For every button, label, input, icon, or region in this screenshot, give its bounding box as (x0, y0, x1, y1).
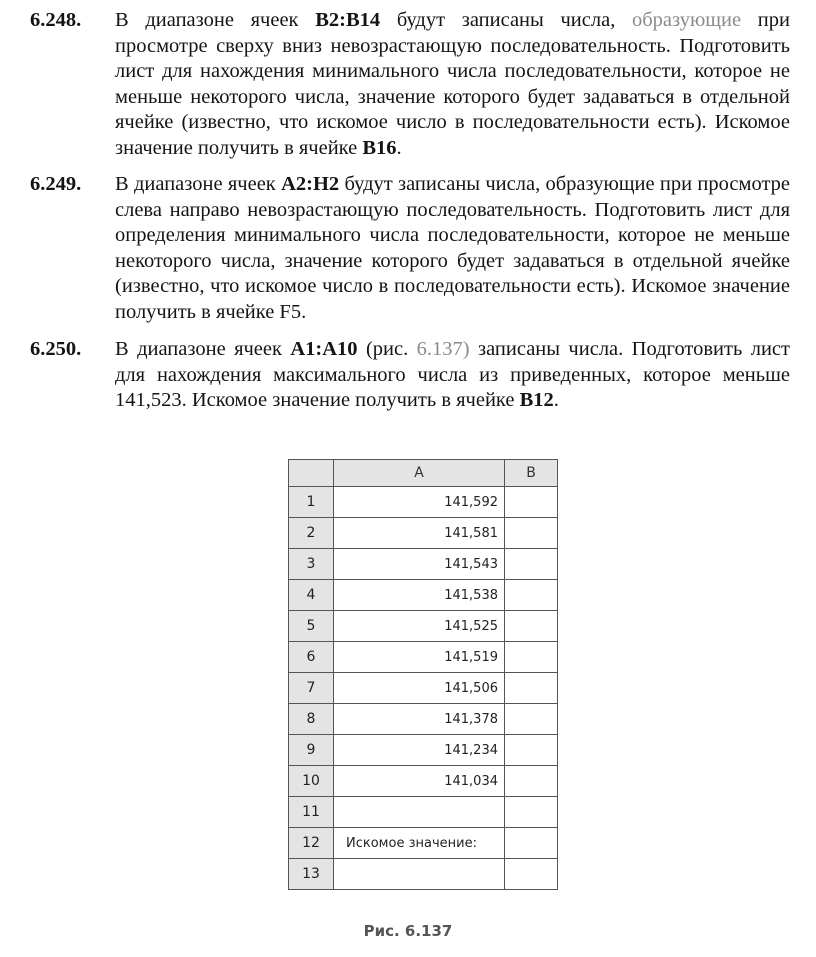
row-number: 12 (289, 828, 334, 859)
cell-range: A1:A10 (290, 338, 358, 360)
cell-b (505, 797, 558, 828)
sheet-row (289, 859, 558, 890)
cell-b (505, 518, 558, 549)
problem-6-250 (30, 337, 790, 414)
row-number: 2 (289, 518, 334, 549)
row-number: 7 (289, 673, 334, 704)
figure-reference: 6.137) (416, 338, 470, 360)
column-header-b: B (505, 460, 558, 487)
sheet-row (289, 704, 558, 735)
cell-a (334, 859, 505, 890)
spreadsheet-figure (288, 459, 558, 890)
cell-a: 141,034 (334, 766, 505, 797)
cell-a: 141,525 (334, 611, 505, 642)
sheet-row (289, 487, 558, 518)
target-cell: B16 (362, 136, 397, 159)
sheet-row (289, 828, 558, 859)
cell-a: 141,581 (334, 518, 505, 549)
column-header-a: A (334, 460, 505, 487)
problem-6-249 (30, 172, 790, 325)
cell-b (505, 673, 558, 704)
cell-a: 141,234 (334, 735, 505, 766)
row-number: 11 (289, 797, 334, 828)
cell-b (505, 611, 558, 642)
problem-number: 6.250. (30, 338, 82, 360)
corner-cell (289, 460, 334, 487)
target-cell: B12 (519, 389, 554, 411)
row-number: 13 (289, 859, 334, 890)
sheet-row (289, 766, 558, 797)
cell-b (505, 549, 558, 580)
cell-b (505, 487, 558, 518)
highlighted-word: образующие (632, 9, 742, 31)
row-number: 9 (289, 735, 334, 766)
cell-b (505, 704, 558, 735)
result-cell (505, 828, 558, 859)
sheet-row (289, 611, 558, 642)
cell-a: 141,506 (334, 673, 505, 704)
cell-a: 141,592 (334, 487, 505, 518)
problem-text: В диапазоне ячеек A2:H2 будут записаны числа, образующие при просмотре слева направо невозрастающую последовательность. Подготовить лист для определения минимального числа последовательности, которое не меньше некоторого числа, значение которого будет задаваться в отдельной ячейке (известно, что искомое число в последовательности есть). Искомое значение получить в ячейке F5. (115, 173, 790, 323)
cell-b (505, 735, 558, 766)
cell-b (505, 580, 558, 611)
cell-range: B2:B14 (315, 9, 381, 31)
result-label-cell: Искомое значение: (334, 828, 505, 859)
row-number: 10 (289, 766, 334, 797)
problem-number: 6.248. (30, 9, 82, 31)
row-number: 3 (289, 549, 334, 580)
cell-b (505, 766, 558, 797)
sheet-row (289, 735, 558, 766)
problem-text: В диапазоне ячеек A1:A10 (рис. 6.137) записаны числа. Подготовить лист для нахождения максимального числа из приведенных, которое меньше 141,523. Искомое значение получить в ячейке B12. (115, 338, 790, 411)
cell-a (334, 797, 505, 828)
figure-caption: Рис. 6.137 (363, 922, 453, 940)
column-header-row (289, 460, 558, 487)
cell-range: A2:H2 (281, 173, 340, 195)
problem-number: 6.249. (30, 173, 82, 195)
row-number: 6 (289, 642, 334, 673)
cell-a: 141,543 (334, 549, 505, 580)
sheet-row (289, 580, 558, 611)
sheet-row (289, 642, 558, 673)
row-number: 1 (289, 487, 334, 518)
problem-6-248 (30, 8, 790, 161)
cell-b (505, 642, 558, 673)
sheet-row (289, 797, 558, 828)
cell-b (505, 859, 558, 890)
cell-a: 141,519 (334, 642, 505, 673)
row-number: 5 (289, 611, 334, 642)
row-number: 4 (289, 580, 334, 611)
cell-a: 141,378 (334, 704, 505, 735)
sheet-row (289, 673, 558, 704)
sheet-row (289, 549, 558, 580)
row-number: 8 (289, 704, 334, 735)
cell-a: 141,538 (334, 580, 505, 611)
sheet-row (289, 518, 558, 549)
problem-text: В диапазоне ячеек B2:B14 будут записаны числа, образующие при просмотре сверху вниз невозрастающую последовательность. Подготовить лист для нахождения минимального числа последовательности, которое не меньше некоторого числа, значение которого будет задаваться в отдельной ячейке (известно, что искомое число в последовательности есть). Искомое значение получить в ячейке B16. (115, 9, 790, 159)
